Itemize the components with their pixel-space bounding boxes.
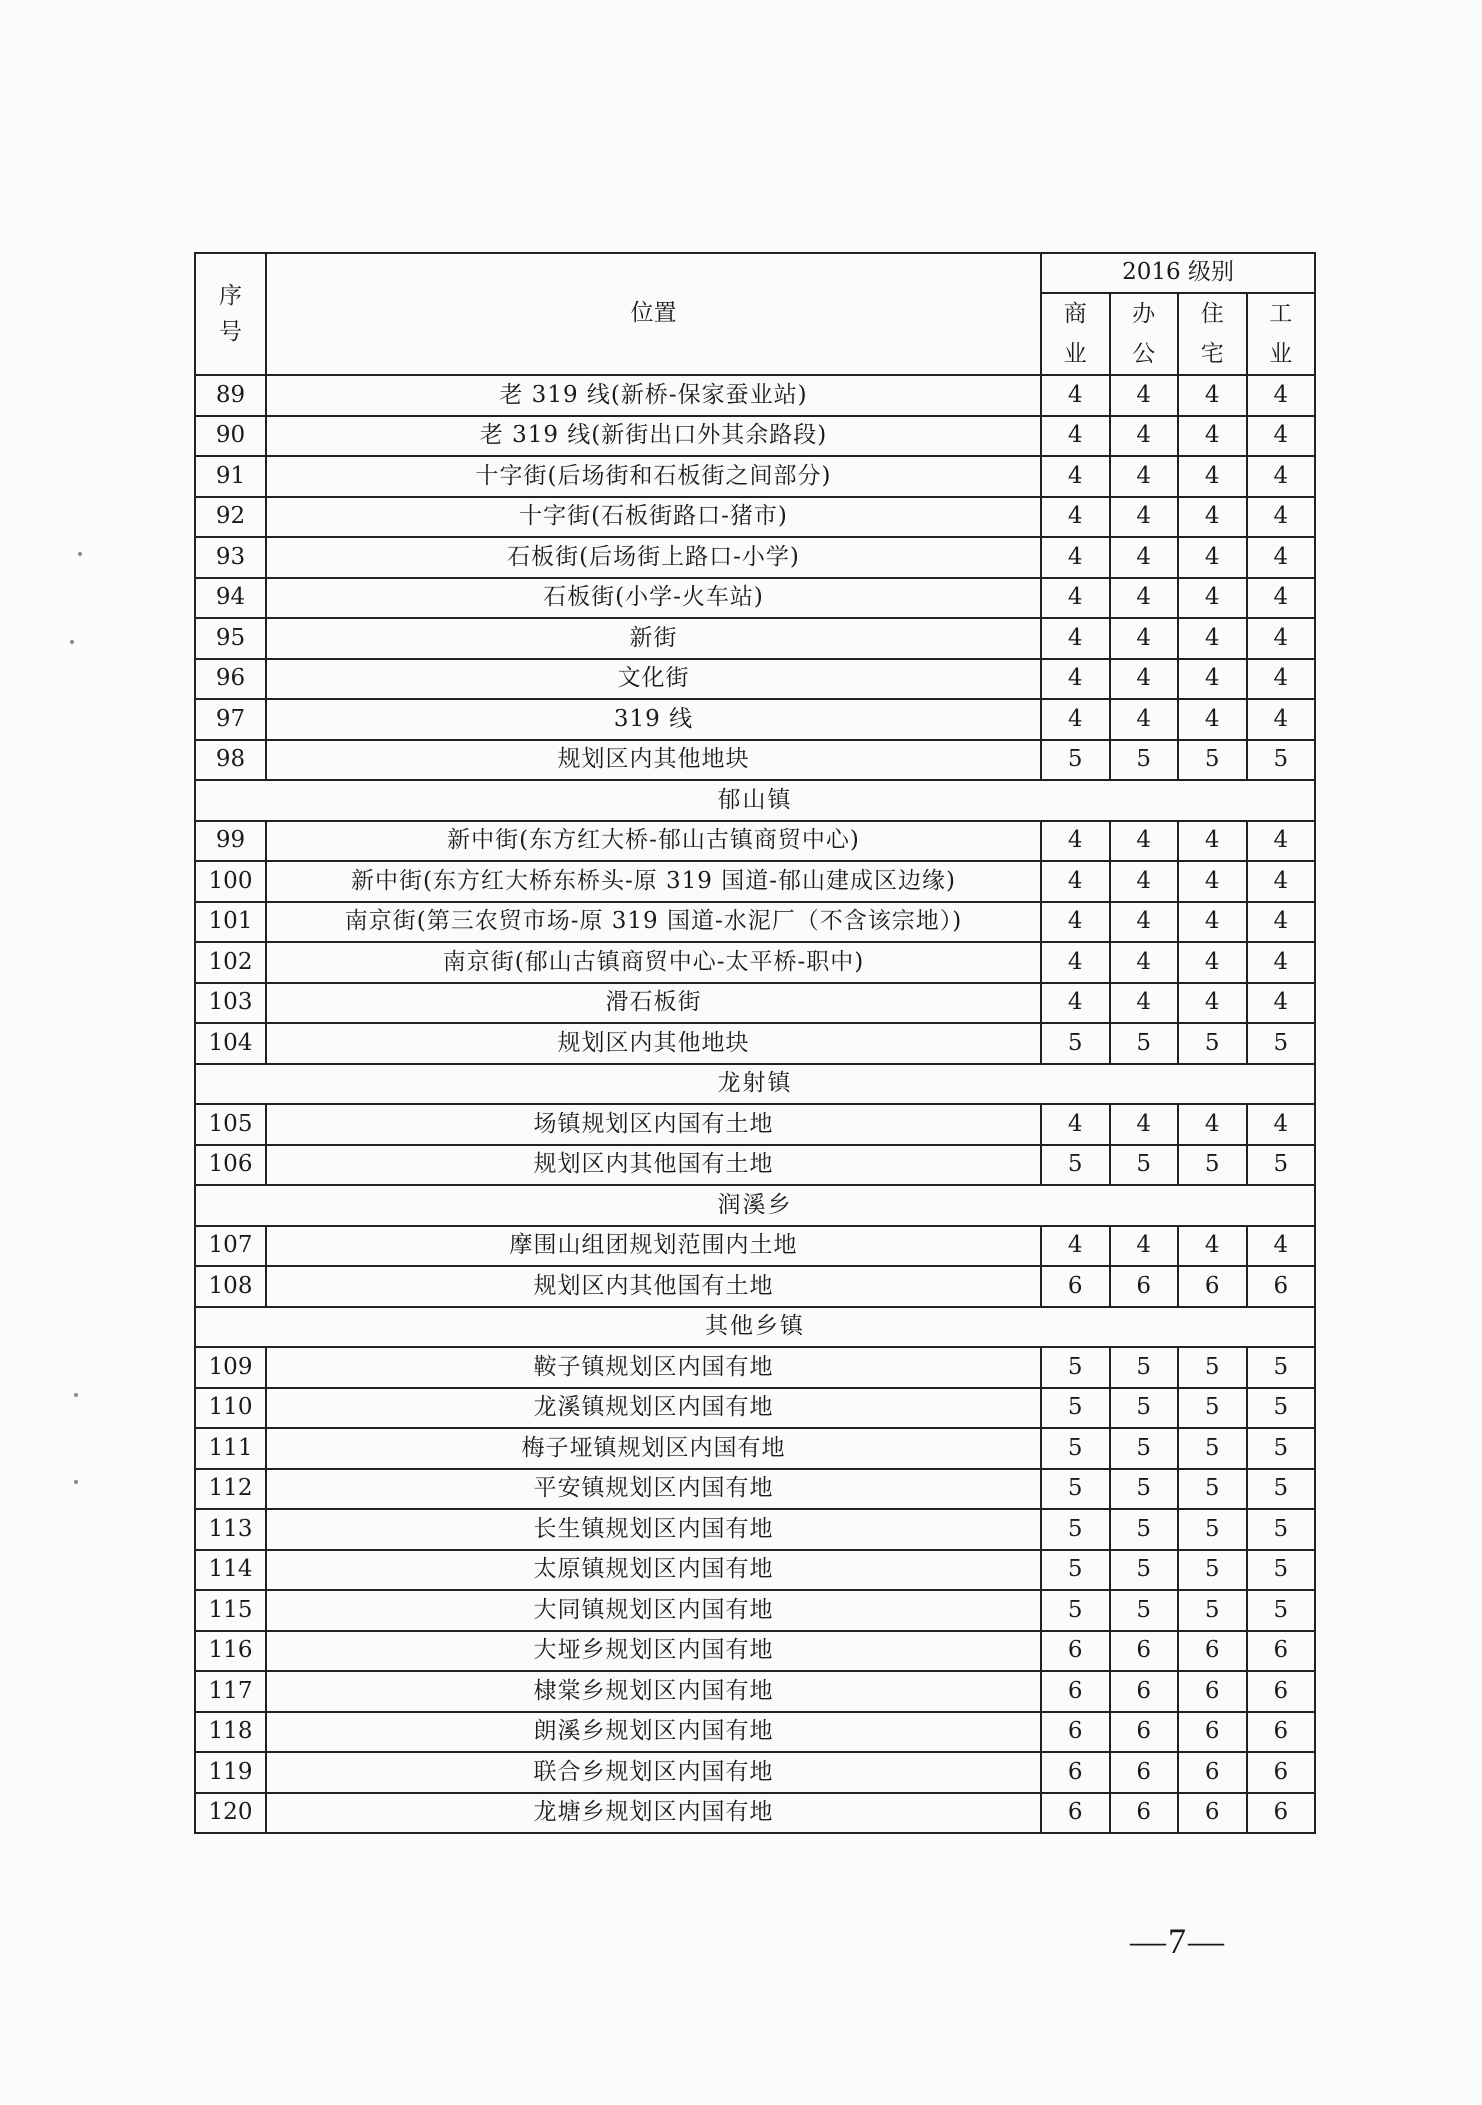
office-grade: 4: [1110, 416, 1179, 457]
row-number: 120: [195, 1793, 266, 1834]
row-location: 新中街(东方红大桥东桥头-原 319 国道-郁山建成区边缘): [266, 861, 1041, 902]
row-number: 94: [195, 578, 266, 619]
table-row: [195, 1631, 1315, 1672]
row-number: 89: [195, 375, 266, 416]
table-row: [195, 942, 1315, 983]
office-grade: 4: [1110, 1226, 1179, 1267]
industrial-grade: 5: [1247, 1388, 1316, 1429]
industrial-grade: 4: [1247, 821, 1316, 862]
row-number: 113: [195, 1509, 266, 1550]
table-row: [195, 1347, 1315, 1388]
section-row: [195, 1064, 1315, 1105]
row-number: 103: [195, 983, 266, 1024]
industrial-grade: 4: [1247, 618, 1316, 659]
residential-grade: 6: [1178, 1793, 1247, 1834]
industrial-grade: 5: [1247, 1023, 1316, 1064]
commercial-grade: 5: [1041, 1469, 1110, 1510]
commercial-grade: 5: [1041, 1509, 1110, 1550]
residential-grade: 5: [1178, 1428, 1247, 1469]
row-number: 115: [195, 1590, 266, 1631]
table-row: [195, 1428, 1315, 1469]
header-residential-text: 住宅: [1200, 301, 1224, 367]
residential-grade: 4: [1178, 983, 1247, 1024]
office-grade: 5: [1110, 1023, 1179, 1064]
office-grade: 6: [1110, 1752, 1179, 1793]
commercial-grade: 4: [1041, 861, 1110, 902]
office-grade: 6: [1110, 1266, 1179, 1307]
residential-grade: 4: [1178, 375, 1247, 416]
row-location: 规划区内其他地块: [266, 740, 1041, 781]
row-number: 96: [195, 659, 266, 700]
commercial-grade: 6: [1041, 1266, 1110, 1307]
office-grade: 4: [1110, 942, 1179, 983]
row-number: 107: [195, 1226, 266, 1267]
industrial-grade: 6: [1247, 1671, 1316, 1712]
row-location: 石板街(后场街上路口-小学): [266, 537, 1041, 578]
table-row: [195, 821, 1315, 862]
table-row: [195, 1469, 1315, 1510]
row-location: 平安镇规划区内国有地: [266, 1469, 1041, 1510]
office-grade: 4: [1110, 375, 1179, 416]
row-location: 长生镇规划区内国有地: [266, 1509, 1041, 1550]
residential-grade: 4: [1178, 497, 1247, 538]
row-location: 朗溪乡规划区内国有地: [266, 1712, 1041, 1753]
row-number: 90: [195, 416, 266, 457]
table-row: [195, 416, 1315, 457]
industrial-grade: 4: [1247, 456, 1316, 497]
row-location: 大同镇规划区内国有地: [266, 1590, 1041, 1631]
row-number: 100: [195, 861, 266, 902]
scan-speck: [74, 1480, 78, 1484]
residential-grade: 4: [1178, 456, 1247, 497]
row-number: 119: [195, 1752, 266, 1793]
table-row: [195, 1023, 1315, 1064]
row-location: 龙塘乡规划区内国有地: [266, 1793, 1041, 1834]
commercial-grade: 5: [1041, 1388, 1110, 1429]
table-row: [195, 497, 1315, 538]
section-row: [195, 1307, 1315, 1348]
row-number: 93: [195, 537, 266, 578]
row-number: 91: [195, 456, 266, 497]
industrial-grade: 4: [1247, 861, 1316, 902]
scan-speck: [74, 1393, 78, 1397]
table-row: [195, 375, 1315, 416]
commercial-grade: 5: [1041, 1590, 1110, 1631]
commercial-grade: 6: [1041, 1631, 1110, 1672]
residential-grade: 5: [1178, 1347, 1247, 1388]
table-row: [195, 983, 1315, 1024]
row-location: 老 319 线(新街出口外其余路段): [266, 416, 1041, 457]
header-location: 位置: [266, 253, 1041, 375]
office-grade: 5: [1110, 1550, 1179, 1591]
industrial-grade: 6: [1247, 1266, 1316, 1307]
industrial-grade: 6: [1247, 1752, 1316, 1793]
row-location: 老 319 线(新桥-保家蚕业站): [266, 375, 1041, 416]
commercial-grade: 4: [1041, 537, 1110, 578]
row-location: 棣棠乡规划区内国有地: [266, 1671, 1041, 1712]
office-grade: 4: [1110, 659, 1179, 700]
table-row: [195, 740, 1315, 781]
commercial-grade: 6: [1041, 1712, 1110, 1753]
residential-grade: 4: [1178, 416, 1247, 457]
residential-grade: 4: [1178, 618, 1247, 659]
section-label: 龙射镇: [195, 1064, 1315, 1105]
row-location: 滑石板街: [266, 983, 1041, 1024]
header-commercial: [1041, 293, 1110, 375]
commercial-grade: 5: [1041, 1145, 1110, 1186]
row-number: 109: [195, 1347, 266, 1388]
row-number: 116: [195, 1631, 266, 1672]
row-location: 规划区内其他国有土地: [266, 1145, 1041, 1186]
residential-grade: 5: [1178, 1145, 1247, 1186]
industrial-grade: 4: [1247, 578, 1316, 619]
row-location: 石板街(小学-火车站): [266, 578, 1041, 619]
industrial-grade: 5: [1247, 1145, 1316, 1186]
office-grade: 4: [1110, 537, 1179, 578]
industrial-grade: 6: [1247, 1631, 1316, 1672]
residential-grade: 4: [1178, 821, 1247, 862]
row-number: 99: [195, 821, 266, 862]
office-grade: 6: [1110, 1793, 1179, 1834]
residential-grade: 4: [1178, 942, 1247, 983]
commercial-grade: 4: [1041, 416, 1110, 457]
row-location: 南京街(郁山古镇商贸中心-太平桥-职中): [266, 942, 1041, 983]
commercial-grade: 4: [1041, 821, 1110, 862]
table-row: [195, 1266, 1315, 1307]
residential-grade: 5: [1178, 1469, 1247, 1510]
industrial-grade: 5: [1247, 1347, 1316, 1388]
industrial-grade: 4: [1247, 375, 1316, 416]
office-grade: 5: [1110, 1428, 1179, 1469]
row-number: 95: [195, 618, 266, 659]
office-grade: 4: [1110, 902, 1179, 943]
section-row: [195, 780, 1315, 821]
industrial-grade: 5: [1247, 740, 1316, 781]
office-grade: 5: [1110, 1347, 1179, 1388]
industrial-grade: 4: [1247, 416, 1316, 457]
row-number: 102: [195, 942, 266, 983]
row-location: 龙溪镇规划区内国有地: [266, 1388, 1041, 1429]
table-row: [195, 618, 1315, 659]
commercial-grade: 4: [1041, 902, 1110, 943]
commercial-grade: 6: [1041, 1793, 1110, 1834]
row-location: 新中街(东方红大桥-郁山古镇商贸中心): [266, 821, 1041, 862]
header-no: [195, 253, 266, 375]
commercial-grade: 5: [1041, 1428, 1110, 1469]
office-grade: 4: [1110, 497, 1179, 538]
row-number: 117: [195, 1671, 266, 1712]
header-office: [1110, 293, 1179, 375]
row-location: 十字街(石板街路口-猪市): [266, 497, 1041, 538]
commercial-grade: 4: [1041, 659, 1110, 700]
header-industrial-text: 工业: [1269, 301, 1293, 367]
table-row: [195, 902, 1315, 943]
residential-grade: 5: [1178, 1023, 1247, 1064]
office-grade: 4: [1110, 983, 1179, 1024]
office-grade: 4: [1110, 699, 1179, 740]
row-location: 南京街(第三农贸市场-原 319 国道-水泥厂（不含该宗地）): [266, 902, 1041, 943]
row-number: 118: [195, 1712, 266, 1753]
industrial-grade: 4: [1247, 659, 1316, 700]
section-row: [195, 1185, 1315, 1226]
row-number: 114: [195, 1550, 266, 1591]
row-location: 梅子垭镇规划区内国有地: [266, 1428, 1041, 1469]
row-number: 92: [195, 497, 266, 538]
residential-grade: 4: [1178, 1104, 1247, 1145]
commercial-grade: 5: [1041, 1550, 1110, 1591]
table-row: [195, 861, 1315, 902]
commercial-grade: 4: [1041, 942, 1110, 983]
commercial-grade: 4: [1041, 1226, 1110, 1267]
table-row: [195, 1550, 1315, 1591]
header-year-level: 2016 级别: [1041, 253, 1315, 293]
industrial-grade: 4: [1247, 537, 1316, 578]
commercial-grade: 4: [1041, 375, 1110, 416]
industrial-grade: 6: [1247, 1793, 1316, 1834]
commercial-grade: 5: [1041, 1347, 1110, 1388]
industrial-grade: 5: [1247, 1590, 1316, 1631]
commercial-grade: 4: [1041, 456, 1110, 497]
commercial-grade: 4: [1041, 983, 1110, 1024]
office-grade: 6: [1110, 1631, 1179, 1672]
industrial-grade: 4: [1247, 699, 1316, 740]
header-commercial-text: 商业: [1063, 301, 1087, 367]
office-grade: 6: [1110, 1712, 1179, 1753]
row-location: 联合乡规划区内国有地: [266, 1752, 1041, 1793]
row-location: 规划区内其他国有土地: [266, 1266, 1041, 1307]
commercial-grade: 5: [1041, 1023, 1110, 1064]
residential-grade: 5: [1178, 1509, 1247, 1550]
commercial-grade: 6: [1041, 1752, 1110, 1793]
office-grade: 5: [1110, 1145, 1179, 1186]
section-label: 郁山镇: [195, 780, 1315, 821]
office-grade: 6: [1110, 1671, 1179, 1712]
table-row: [195, 1388, 1315, 1429]
table-row: [195, 1712, 1315, 1753]
residential-grade: 4: [1178, 902, 1247, 943]
header-no-text: 序号: [219, 283, 242, 345]
residential-grade: 6: [1178, 1631, 1247, 1672]
row-number: 111: [195, 1428, 266, 1469]
row-location: 319 线: [266, 699, 1041, 740]
table-row: [195, 659, 1315, 700]
row-number: 97: [195, 699, 266, 740]
row-number: 101: [195, 902, 266, 943]
office-grade: 5: [1110, 1388, 1179, 1429]
row-number: 105: [195, 1104, 266, 1145]
row-location: 文化街: [266, 659, 1041, 700]
table-row: [195, 1793, 1315, 1834]
row-location: 摩围山组团规划范围内土地: [266, 1226, 1041, 1267]
row-location: 鞍子镇规划区内国有地: [266, 1347, 1041, 1388]
table-row: [195, 699, 1315, 740]
commercial-grade: 4: [1041, 497, 1110, 538]
table-row: [195, 578, 1315, 619]
row-location: 太原镇规划区内国有地: [266, 1550, 1041, 1591]
office-grade: 5: [1110, 740, 1179, 781]
office-grade: 5: [1110, 1590, 1179, 1631]
industrial-grade: 4: [1247, 942, 1316, 983]
industrial-grade: 4: [1247, 902, 1316, 943]
residential-grade: 4: [1178, 861, 1247, 902]
office-grade: 4: [1110, 578, 1179, 619]
residential-grade: 5: [1178, 740, 1247, 781]
residential-grade: 6: [1178, 1266, 1247, 1307]
header-office-text: 办公: [1132, 301, 1156, 367]
table-row: [195, 1509, 1315, 1550]
commercial-grade: 4: [1041, 699, 1110, 740]
residential-grade: 6: [1178, 1712, 1247, 1753]
residential-grade: 4: [1178, 659, 1247, 700]
land-grade-table: [194, 252, 1316, 1834]
office-grade: 4: [1110, 618, 1179, 659]
row-number: 104: [195, 1023, 266, 1064]
commercial-grade: 4: [1041, 1104, 1110, 1145]
page-number: —7—: [1130, 1921, 1226, 1961]
row-number: 108: [195, 1266, 266, 1307]
industrial-grade: 4: [1247, 1104, 1316, 1145]
residential-grade: 4: [1178, 1226, 1247, 1267]
scan-speck: [70, 640, 74, 644]
row-location: 大垭乡规划区内国有地: [266, 1631, 1041, 1672]
row-number: 110: [195, 1388, 266, 1429]
industrial-grade: 4: [1247, 497, 1316, 538]
table-row: [195, 1104, 1315, 1145]
row-number: 106: [195, 1145, 266, 1186]
header-residential: [1178, 293, 1247, 375]
table-row: [195, 1226, 1315, 1267]
office-grade: 5: [1110, 1509, 1179, 1550]
industrial-grade: 4: [1247, 983, 1316, 1024]
office-grade: 5: [1110, 1469, 1179, 1510]
row-location: 十字街(后场街和石板街之间部分): [266, 456, 1041, 497]
table-body: [195, 375, 1315, 1833]
table-row: [195, 1590, 1315, 1631]
table-row: [195, 1145, 1315, 1186]
row-number: 112: [195, 1469, 266, 1510]
commercial-grade: 5: [1041, 740, 1110, 781]
row-number: 98: [195, 740, 266, 781]
industrial-grade: 5: [1247, 1550, 1316, 1591]
residential-grade: 4: [1178, 578, 1247, 619]
office-grade: 4: [1110, 1104, 1179, 1145]
residential-grade: 6: [1178, 1752, 1247, 1793]
industrial-grade: 5: [1247, 1428, 1316, 1469]
section-label: 润溪乡: [195, 1185, 1315, 1226]
industrial-grade: 4: [1247, 1226, 1316, 1267]
residential-grade: 5: [1178, 1388, 1247, 1429]
commercial-grade: 6: [1041, 1671, 1110, 1712]
residential-grade: 5: [1178, 1590, 1247, 1631]
residential-grade: 4: [1178, 537, 1247, 578]
residential-grade: 6: [1178, 1671, 1247, 1712]
table-row: [195, 456, 1315, 497]
row-location: 新街: [266, 618, 1041, 659]
header-industrial: [1247, 293, 1316, 375]
office-grade: 4: [1110, 821, 1179, 862]
office-grade: 4: [1110, 861, 1179, 902]
industrial-grade: 6: [1247, 1712, 1316, 1753]
row-location: 规划区内其他地块: [266, 1023, 1041, 1064]
scan-speck: [78, 552, 82, 556]
table-row: [195, 1671, 1315, 1712]
residential-grade: 5: [1178, 1550, 1247, 1591]
residential-grade: 4: [1178, 699, 1247, 740]
table-row: [195, 1752, 1315, 1793]
commercial-grade: 4: [1041, 578, 1110, 619]
commercial-grade: 4: [1041, 618, 1110, 659]
industrial-grade: 5: [1247, 1509, 1316, 1550]
table-row: [195, 537, 1315, 578]
office-grade: 4: [1110, 456, 1179, 497]
section-label: 其他乡镇: [195, 1307, 1315, 1348]
industrial-grade: 5: [1247, 1469, 1316, 1510]
row-location: 场镇规划区内国有土地: [266, 1104, 1041, 1145]
